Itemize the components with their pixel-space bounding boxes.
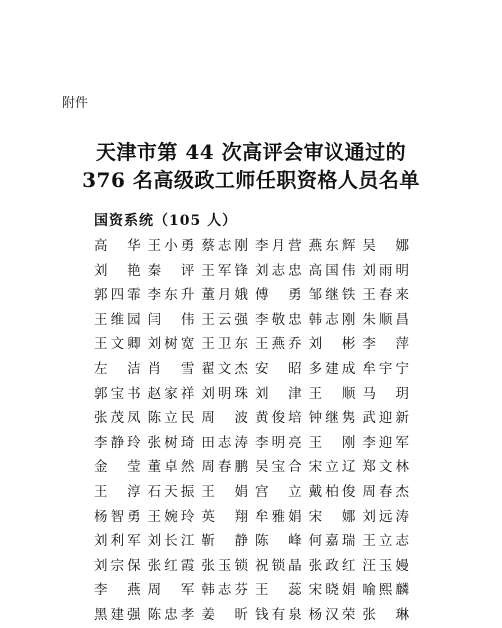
- name-entry: 吴宝合: [255, 459, 302, 476]
- name-entry: 祝锁晶: [255, 557, 302, 574]
- name-entry: 金 莹: [94, 459, 141, 476]
- name-entry: 燕东辉: [308, 238, 356, 254]
- name-entry: 周春鹏: [201, 459, 248, 476]
- name-entry: 多建成: [308, 360, 356, 377]
- name-entry: 王 蕊: [255, 582, 302, 599]
- name-entry: 王立志: [362, 533, 409, 550]
- name-entry: 韩志刚: [308, 311, 356, 328]
- name-entry: 王卫东: [201, 336, 248, 353]
- name-entry: 吴 娜: [362, 238, 409, 254]
- name-entry: 刘树宽: [147, 336, 195, 353]
- name-entry: 汪玉嫚: [362, 557, 409, 574]
- name-entry: 陈立民: [147, 410, 195, 427]
- name-entry: 王 刚: [308, 434, 356, 451]
- name-entry: 李迎军: [362, 434, 409, 451]
- name-entry: 靳 静: [201, 533, 248, 550]
- name-entry: 邹继铁: [308, 287, 356, 304]
- name-entry: 刘利军: [94, 533, 141, 550]
- document-title-line-1: 天津市第 44 次高评会审议通过的: [95, 140, 407, 164]
- name-entry: 杨汉荣: [308, 606, 356, 623]
- name-entry: 王婉玲: [147, 508, 195, 525]
- name-entry: 王云强: [201, 311, 248, 328]
- name-entry: 王 顺: [308, 385, 356, 402]
- name-entry: 蔡志刚: [201, 238, 248, 254]
- name-entry: 刘远涛: [362, 508, 409, 525]
- name-entry: 郭宝书: [94, 385, 141, 402]
- name-entry: 张茂凤: [94, 410, 141, 427]
- name-entry: 王文卿: [94, 336, 141, 353]
- name-entry: 王 娟: [201, 483, 248, 500]
- name-entry: 喻熙麟: [362, 582, 409, 599]
- name-entry: 宋 娜: [308, 508, 356, 525]
- name-entry: 马 玥: [362, 385, 409, 402]
- name-entry: 王 淳: [94, 483, 141, 500]
- name-entry: 刘雨明: [362, 262, 409, 279]
- name-entry: 赵家祥: [147, 385, 195, 402]
- name-entry: 李月营: [255, 238, 302, 254]
- attachment-label: 附件: [62, 96, 89, 111]
- name-entry: 张红霞: [147, 557, 195, 574]
- name-entry: 石天振: [147, 483, 195, 500]
- name-entry: 黑建强: [94, 606, 141, 623]
- name-entry: 刘志忠: [255, 262, 302, 279]
- name-entry: 杨智勇: [94, 508, 141, 525]
- name-entry: 戴柏俊: [308, 483, 356, 500]
- name-entry: 李敬忠: [255, 311, 302, 328]
- name-entry: 朱顺昌: [362, 311, 409, 328]
- name-entry: 张 琳: [362, 606, 409, 623]
- name-entry: 陈忠孝: [147, 606, 195, 623]
- name-entry: 钱有泉: [255, 606, 302, 623]
- name-entry: 韩志芬: [201, 582, 248, 599]
- name-entry: 张玉锁: [201, 557, 248, 574]
- name-entry: 闫 伟: [147, 311, 195, 328]
- name-entry: 张政红: [308, 557, 356, 574]
- name-entry: 宋晓娟: [308, 582, 356, 599]
- name-entry: 宫 立: [255, 483, 302, 500]
- name-entry: 王军锋: [201, 262, 248, 279]
- name-entry: 王小勇: [147, 238, 195, 254]
- name-entry: 宋立辽: [308, 459, 356, 476]
- name-entry: 李东升: [147, 287, 195, 304]
- name-entry: 刘明珠: [201, 385, 248, 402]
- name-entry: 王维园: [94, 311, 141, 328]
- name-entry: 安 昭: [255, 360, 302, 377]
- name-entry: 李明亮: [255, 434, 302, 451]
- name-entry: 李静玲: [94, 434, 141, 451]
- name-entry: 陈 峰: [255, 533, 302, 550]
- name-entry: 董月娥: [201, 287, 248, 304]
- section-heading: 国资系统（105 人）: [94, 213, 238, 229]
- name-entry: 翟文杰: [201, 360, 248, 377]
- name-entry: 张树琦: [147, 434, 195, 451]
- name-entry: 刘 彬: [308, 336, 356, 353]
- name-entry: 牟宇宁: [362, 360, 409, 377]
- name-entry: 刘 艳: [94, 262, 141, 279]
- name-entry: 李 萍: [362, 336, 409, 353]
- name-entry: 傅 勇: [255, 287, 302, 304]
- name-entry: 牟雅娟: [255, 508, 302, 525]
- document-title-line-2: 376 名高级政工师任职资格人员名单: [82, 168, 420, 192]
- name-entry: 郑文林: [362, 459, 409, 476]
- name-entry: 田志涛: [201, 434, 248, 451]
- name-entry: 左 洁: [94, 360, 141, 377]
- name-entry: 黄俊培: [255, 410, 302, 427]
- name-entry: 刘宗保: [94, 557, 141, 574]
- name-entry: 刘长江: [147, 533, 195, 550]
- name-entry: 何嘉瑞: [308, 533, 356, 550]
- name-entry: 武迎新: [362, 410, 409, 427]
- name-entry: 高国伟: [308, 262, 356, 279]
- name-entry: 刘 津: [255, 385, 302, 402]
- name-entry: 钟继隽: [308, 410, 356, 427]
- name-entry: 周春杰: [362, 483, 409, 500]
- name-entry: 秦 评: [147, 262, 195, 279]
- name-entry: 姜 昕: [201, 606, 248, 623]
- name-entry: 高 华: [94, 238, 141, 254]
- name-entry: 李 燕: [94, 582, 141, 599]
- name-entry: 董卓然: [147, 459, 195, 476]
- name-entry: 周 军: [147, 582, 195, 599]
- name-entry: 周 波: [201, 410, 248, 427]
- name-entry: 肖 雪: [147, 360, 195, 377]
- name-entry: 王燕乔: [255, 336, 302, 353]
- name-entry: 郭四霏: [94, 287, 141, 304]
- name-entry: 王春来: [362, 287, 409, 304]
- name-list: [94, 234, 416, 628]
- name-entry: 英 翔: [201, 508, 248, 525]
